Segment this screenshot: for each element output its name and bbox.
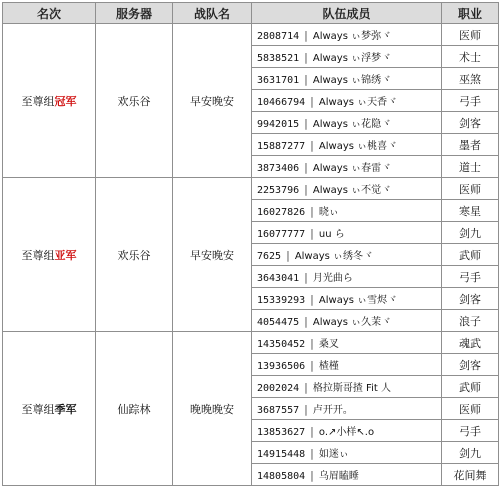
member-name: uu ら bbox=[318, 229, 345, 240]
role-cell: 剑九 bbox=[442, 442, 499, 464]
member-cell bbox=[252, 112, 442, 134]
member-cell bbox=[252, 24, 442, 46]
role-cell: 剑客 bbox=[442, 112, 499, 134]
member-name: 如迷ぃ bbox=[318, 449, 349, 460]
member-name: Always ぃ雪烬ヾ bbox=[318, 295, 398, 306]
member-separator: | bbox=[304, 161, 308, 174]
table-row bbox=[3, 332, 499, 354]
member-cell bbox=[252, 244, 442, 266]
rank-prefix: 至尊组 bbox=[21, 402, 55, 416]
header-server: 服务器 bbox=[96, 3, 173, 24]
member-id: 13853627 bbox=[257, 427, 306, 438]
header-members: 队伍成员 bbox=[252, 3, 442, 24]
member-cell bbox=[252, 288, 442, 310]
member-separator: | bbox=[310, 205, 314, 218]
member-cell bbox=[252, 46, 442, 68]
role-cell: 巫煞 bbox=[442, 68, 499, 90]
member-id: 14805804 bbox=[257, 471, 306, 482]
header-role: 职业 bbox=[442, 3, 499, 24]
member-id: 16077777 bbox=[257, 229, 306, 240]
role-cell: 弓手 bbox=[442, 90, 499, 112]
member-id: 10466794 bbox=[257, 97, 306, 108]
rank-prefix: 至尊组 bbox=[21, 248, 55, 262]
member-cell bbox=[252, 398, 442, 420]
member-cell bbox=[252, 354, 442, 376]
member-cell bbox=[252, 266, 442, 288]
member-cell bbox=[252, 134, 442, 156]
member-separator: | bbox=[310, 227, 314, 240]
rank-title: 季军 bbox=[54, 402, 77, 416]
member-separator: | bbox=[304, 73, 308, 86]
member-id: 3687557 bbox=[257, 405, 300, 416]
member-name: 格拉斯哥揸 Fit 人 bbox=[312, 383, 391, 394]
member-id: 3631701 bbox=[257, 75, 300, 86]
member-id: 7625 bbox=[257, 251, 282, 262]
member-name: 卢开开。 bbox=[312, 405, 353, 416]
member-separator: | bbox=[304, 117, 308, 130]
member-cell bbox=[252, 310, 442, 332]
role-cell: 浪子 bbox=[442, 310, 499, 332]
role-cell: 武师 bbox=[442, 376, 499, 398]
member-id: 3873406 bbox=[257, 163, 300, 174]
role-cell: 术士 bbox=[442, 46, 499, 68]
rank-prefix: 至尊组 bbox=[21, 94, 55, 108]
server-cell: 欢乐谷 bbox=[96, 24, 173, 178]
role-cell: 医师 bbox=[442, 24, 499, 46]
member-separator: | bbox=[304, 183, 308, 196]
role-cell: 花间舞 bbox=[442, 464, 499, 486]
member-id: 14915448 bbox=[257, 449, 306, 460]
member-separator: | bbox=[304, 271, 308, 284]
role-cell: 医师 bbox=[442, 398, 499, 420]
team-cell: 晚晚晚安 bbox=[173, 332, 252, 486]
header-row bbox=[3, 3, 499, 24]
role-cell: 剑九 bbox=[442, 222, 499, 244]
member-separator: | bbox=[304, 381, 308, 394]
member-id: 3643041 bbox=[257, 273, 300, 284]
table-row bbox=[3, 24, 499, 46]
member-cell bbox=[252, 68, 442, 90]
member-name: Always ぃ天香ヾ bbox=[318, 97, 398, 108]
role-cell: 魂武 bbox=[442, 332, 499, 354]
role-cell: 医师 bbox=[442, 178, 499, 200]
rank-title: 亚军 bbox=[54, 248, 77, 262]
role-cell: 弓手 bbox=[442, 266, 499, 288]
member-name: Always ぃ不觉ヾ bbox=[312, 185, 392, 196]
rank-cell bbox=[3, 24, 96, 178]
rank-cell bbox=[3, 332, 96, 486]
role-cell: 弓手 bbox=[442, 420, 499, 442]
member-name: 桑叉 bbox=[318, 339, 339, 350]
member-name: 月光曲ら bbox=[312, 273, 353, 284]
member-name: Always ぃ浮梦ヾ bbox=[312, 53, 392, 64]
member-name: Always ぃ锦绣ヾ bbox=[312, 75, 392, 86]
member-name: Always ぃ久茉ヾ bbox=[312, 317, 392, 328]
member-cell bbox=[252, 222, 442, 244]
member-id: 4054475 bbox=[257, 317, 300, 328]
member-cell bbox=[252, 464, 442, 486]
member-separator: | bbox=[310, 469, 314, 482]
member-id: 2002024 bbox=[257, 383, 300, 394]
member-id: 13936506 bbox=[257, 361, 306, 372]
member-separator: | bbox=[304, 315, 308, 328]
server-cell: 仙踪林 bbox=[96, 332, 173, 486]
member-id: 15339293 bbox=[257, 295, 306, 306]
member-name: 晓ぃ bbox=[318, 207, 339, 218]
role-cell: 剑客 bbox=[442, 354, 499, 376]
team-cell: 早安晚安 bbox=[173, 178, 252, 332]
member-cell bbox=[252, 156, 442, 178]
member-separator: | bbox=[310, 359, 314, 372]
member-cell bbox=[252, 420, 442, 442]
member-cell bbox=[252, 332, 442, 354]
rankings-table bbox=[2, 2, 499, 486]
member-separator: | bbox=[304, 51, 308, 64]
role-cell: 剑客 bbox=[442, 288, 499, 310]
server-cell: 欢乐谷 bbox=[96, 178, 173, 332]
member-separator: | bbox=[304, 29, 308, 42]
rank-title: 冠军 bbox=[54, 94, 77, 108]
member-id: 2253796 bbox=[257, 185, 300, 196]
header-team: 战队名 bbox=[173, 3, 252, 24]
member-separator: | bbox=[310, 139, 314, 152]
member-id: 5838521 bbox=[257, 53, 300, 64]
rankings-body bbox=[3, 24, 499, 486]
rank-cell bbox=[3, 178, 96, 332]
member-cell bbox=[252, 200, 442, 222]
member-cell bbox=[252, 90, 442, 112]
member-separator: | bbox=[310, 95, 314, 108]
member-name: 楂槿 bbox=[318, 361, 339, 372]
member-id: 2808714 bbox=[257, 31, 300, 42]
role-cell: 墨者 bbox=[442, 134, 499, 156]
table-row bbox=[3, 178, 499, 200]
member-name: Always ぃ桃喜ヾ bbox=[318, 141, 398, 152]
member-name: Always ぃ春雷ヾ bbox=[312, 163, 392, 174]
member-cell bbox=[252, 442, 442, 464]
member-cell bbox=[252, 376, 442, 398]
member-name: Always ぃ绣冬ヾ bbox=[294, 251, 374, 262]
member-separator: | bbox=[286, 249, 290, 262]
role-cell: 寒星 bbox=[442, 200, 499, 222]
member-id: 16027826 bbox=[257, 207, 306, 218]
member-name: 乌眉瞌睡 bbox=[318, 471, 359, 482]
member-separator: | bbox=[310, 425, 314, 438]
member-separator: | bbox=[310, 337, 314, 350]
member-separator: | bbox=[310, 447, 314, 460]
member-name: Always ぃ花隐ヾ bbox=[312, 119, 392, 130]
member-id: 15887277 bbox=[257, 141, 306, 152]
member-id: 14350452 bbox=[257, 339, 306, 350]
member-name: o.↗小样↖.o bbox=[318, 427, 375, 438]
member-separator: | bbox=[310, 293, 314, 306]
team-cell: 早安晚安 bbox=[173, 24, 252, 178]
header-rank: 名次 bbox=[3, 3, 96, 24]
member-name: Always ぃ梦弥ヾ bbox=[312, 31, 392, 42]
role-cell: 道士 bbox=[442, 156, 499, 178]
role-cell: 武师 bbox=[442, 244, 499, 266]
member-separator: | bbox=[304, 403, 308, 416]
member-cell bbox=[252, 178, 442, 200]
member-id: 9942015 bbox=[257, 119, 300, 130]
